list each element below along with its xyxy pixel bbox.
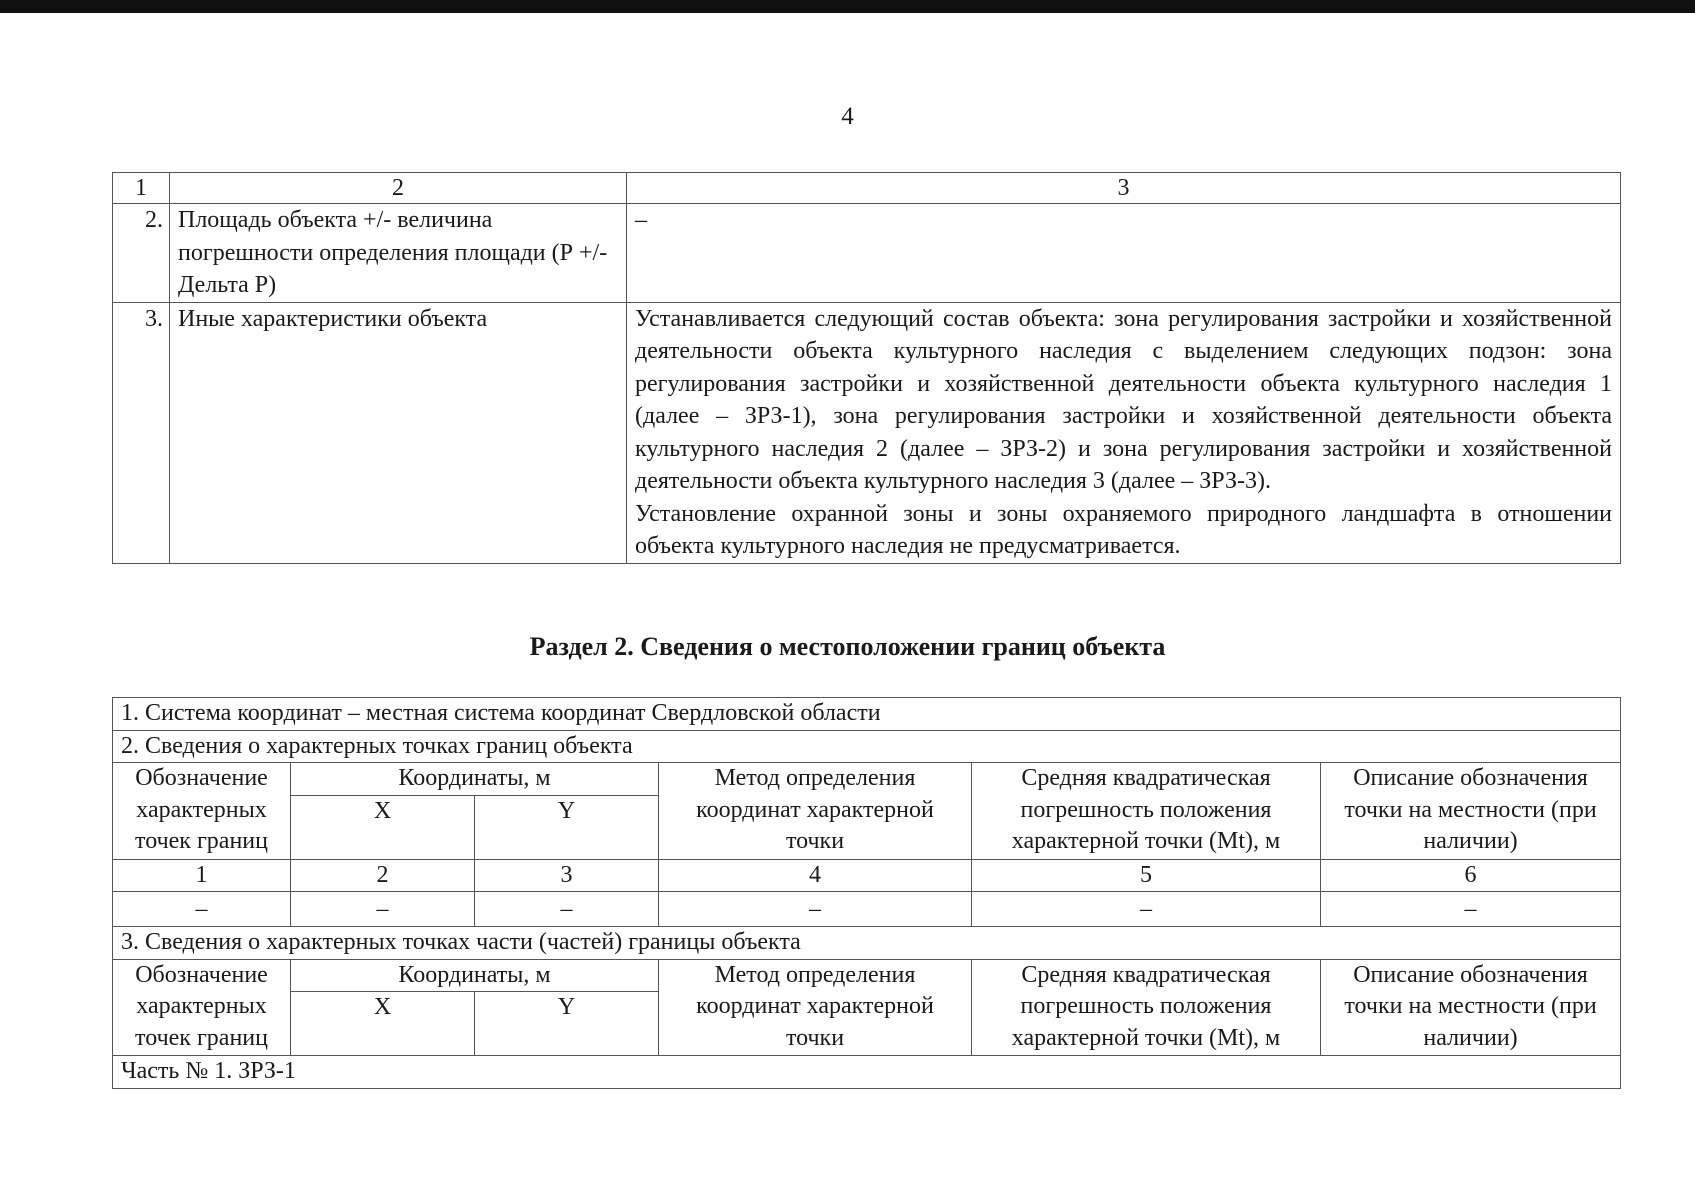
- parts-title-row: [113, 927, 1621, 960]
- table-row: [113, 302, 1621, 563]
- col-number-3: 3: [627, 173, 1621, 204]
- header-method: Метод определения координат характерной точки: [659, 763, 972, 860]
- col-num-1: 1: [113, 859, 291, 892]
- col-num-5: 5: [972, 859, 1321, 892]
- parts-title-text: 3. Сведения о характерных точках части (частей) границы объекта: [113, 927, 1621, 960]
- top-border: [0, 0, 1695, 13]
- points-title-text: 2. Сведения о характерных точках границ объекта: [113, 730, 1621, 763]
- row-label: Площадь объекта +/- величина погрешности определения площади (Р +/- Дельта Р): [170, 204, 627, 303]
- col-num-3: 3: [475, 859, 659, 892]
- col-number-2: 2: [170, 173, 627, 204]
- dash-cell: –: [1321, 892, 1621, 927]
- boundary-location-table: [112, 697, 1621, 1089]
- header-description: Описание обозначения точки на местности (при наличии): [1321, 959, 1621, 1056]
- header-x: X: [291, 992, 475, 1056]
- table-header-row: [113, 173, 1621, 204]
- header-coords: Координаты, м: [291, 959, 659, 992]
- coord-system-text: 1. Система координат – местная система координат Свердловской области: [113, 698, 1621, 731]
- table-row: [113, 892, 1621, 927]
- parts-header-row: [113, 959, 1621, 992]
- table-row: [113, 204, 1621, 303]
- header-error: Средняя квадратическая погрешность положения характерной точки (Mt), м: [972, 763, 1321, 860]
- value-paragraph-2: Установление охранной зоны и зоны охраняемого природного ландшафта в отношении объекта культурного наследия не предусматривается.: [635, 500, 1612, 559]
- value-paragraph-1: Устанавливается следующий состав объекта: зона регулирования застройки и хозяйственной деятельности объекта культурного наследия с выделением следующих подзон: зона регулирования застройки и хозяйственной деятельности объекта культурного наследия 1 (далее – ЗРЗ-1), зона регулирования застройки и хозяйственной деятельности объекта культурного наследия 2 (далее – ЗРЗ-2) и зона регулирования застройки и хозяйственной деятельности объекта культурного наследия 3 (далее – ЗРЗ-3).: [635, 305, 1612, 494]
- dash-cell: –: [291, 892, 475, 927]
- page-number: 4: [841, 103, 854, 130]
- col-num-4: 4: [659, 859, 972, 892]
- dash-cell: –: [659, 892, 972, 927]
- section-title: Раздел 2. Сведения о местоположении границ объекта: [529, 632, 1166, 661]
- header-method: Метод определения координат характерной точки: [659, 959, 972, 1056]
- header-y: Y: [475, 795, 659, 859]
- dash-cell: –: [972, 892, 1321, 927]
- row-number: 3.: [113, 302, 170, 563]
- row-number: 2.: [113, 204, 170, 303]
- dash-cell: –: [475, 892, 659, 927]
- column-numbers-row: [113, 859, 1621, 892]
- points-title-row: [113, 730, 1621, 763]
- object-characteristics-table: [112, 172, 1621, 564]
- header-designation: Обозначение характерных точек границ: [113, 763, 291, 860]
- row-value: [627, 302, 1621, 563]
- coord-system-row: [113, 698, 1621, 731]
- part1-text: Часть № 1. ЗРЗ-1: [113, 1056, 1621, 1089]
- col-num-6: 6: [1321, 859, 1621, 892]
- dash-cell: –: [113, 892, 291, 927]
- row-value: –: [627, 204, 1621, 303]
- part1-row: [113, 1056, 1621, 1089]
- header-error: Средняя квадратическая погрешность положения характерной точки (Mt), м: [972, 959, 1321, 1056]
- header-designation: Обозначение характерных точек границ: [113, 959, 291, 1056]
- header-x: X: [291, 795, 475, 859]
- col-number-1: 1: [113, 173, 170, 204]
- header-y: Y: [475, 992, 659, 1056]
- header-coords: Координаты, м: [291, 763, 659, 796]
- row-label: Иные характеристики объекта: [170, 302, 627, 563]
- points-header-row: [113, 763, 1621, 796]
- header-description: Описание обозначения точки на местности (при наличии): [1321, 763, 1621, 860]
- col-num-2: 2: [291, 859, 475, 892]
